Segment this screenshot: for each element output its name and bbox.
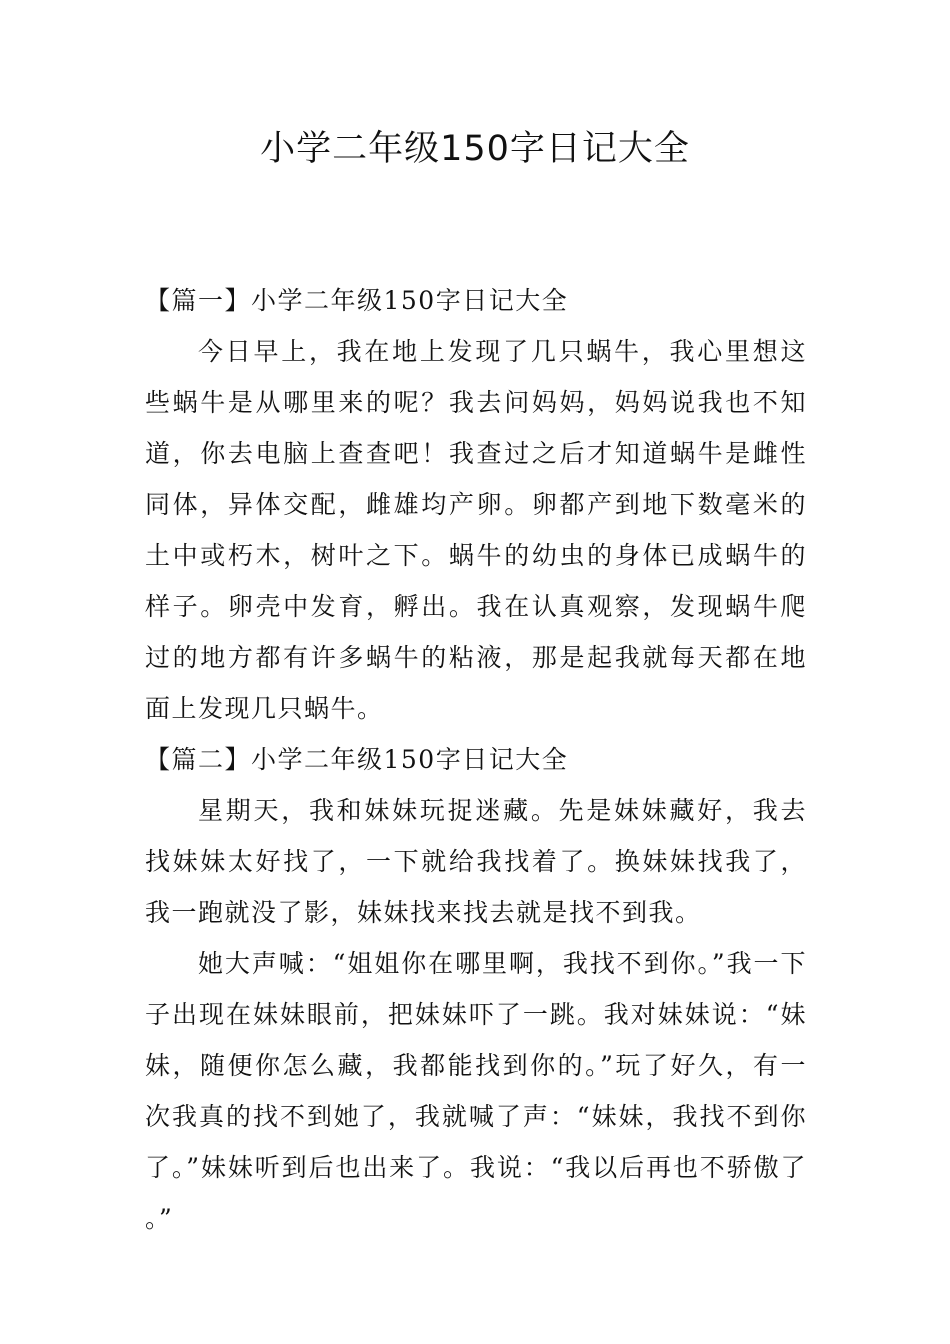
paragraph: 她大声喊：“姐姐你在哪里啊，我找不到你。”我一下子出现在妹妹眼前，把妹妹吓了一跳。我对妹妹说：“妹妹，随便你怎么藏，我都能找到你的。”玩了好久，有一次我真的找不到她了，我就喊了声：“妹妹，我找不到你了。”妹妹听到后也出来了。我说：“我以后再也不骄傲了。” bbox=[145, 949, 807, 1233]
document-body bbox=[145, 275, 807, 1244]
paragraph: 星期天，我和妹妹玩捉迷藏。先是妹妹藏好，我去找妹妹太好找了，一下就给我找着了。换妹妹找我了，我一跑就没了影，妹妹找来找去就是找不到我。 bbox=[145, 796, 807, 927]
section-1 bbox=[145, 275, 807, 734]
document-title: 小学二年级150字日记大全 bbox=[260, 129, 690, 169]
section-heading: 【篇二】小学二年级150字日记大全 bbox=[145, 745, 569, 774]
section-2 bbox=[145, 734, 807, 1244]
section-heading: 【篇一】小学二年级150字日记大全 bbox=[145, 286, 569, 315]
paragraph: 今日早上，我在地上发现了几只蜗牛，我心里想这些蜗牛是从哪里来的呢？我去问妈妈，妈妈说我也不知道，你去电脑上查查吧！我查过之后才知道蜗牛是雌性同体，异体交配，雌雄均产卵。卵都产到地下数毫米的土中或朽木，树叶之下。蜗牛的幼虫的身体已成蜗牛的样子。卵壳中发育，孵出。我在认真观察，发现蜗牛爬过的地方都有许多蜗牛的粘液，那是起我就每天都在地面上发现几只蜗牛。 bbox=[145, 337, 807, 723]
